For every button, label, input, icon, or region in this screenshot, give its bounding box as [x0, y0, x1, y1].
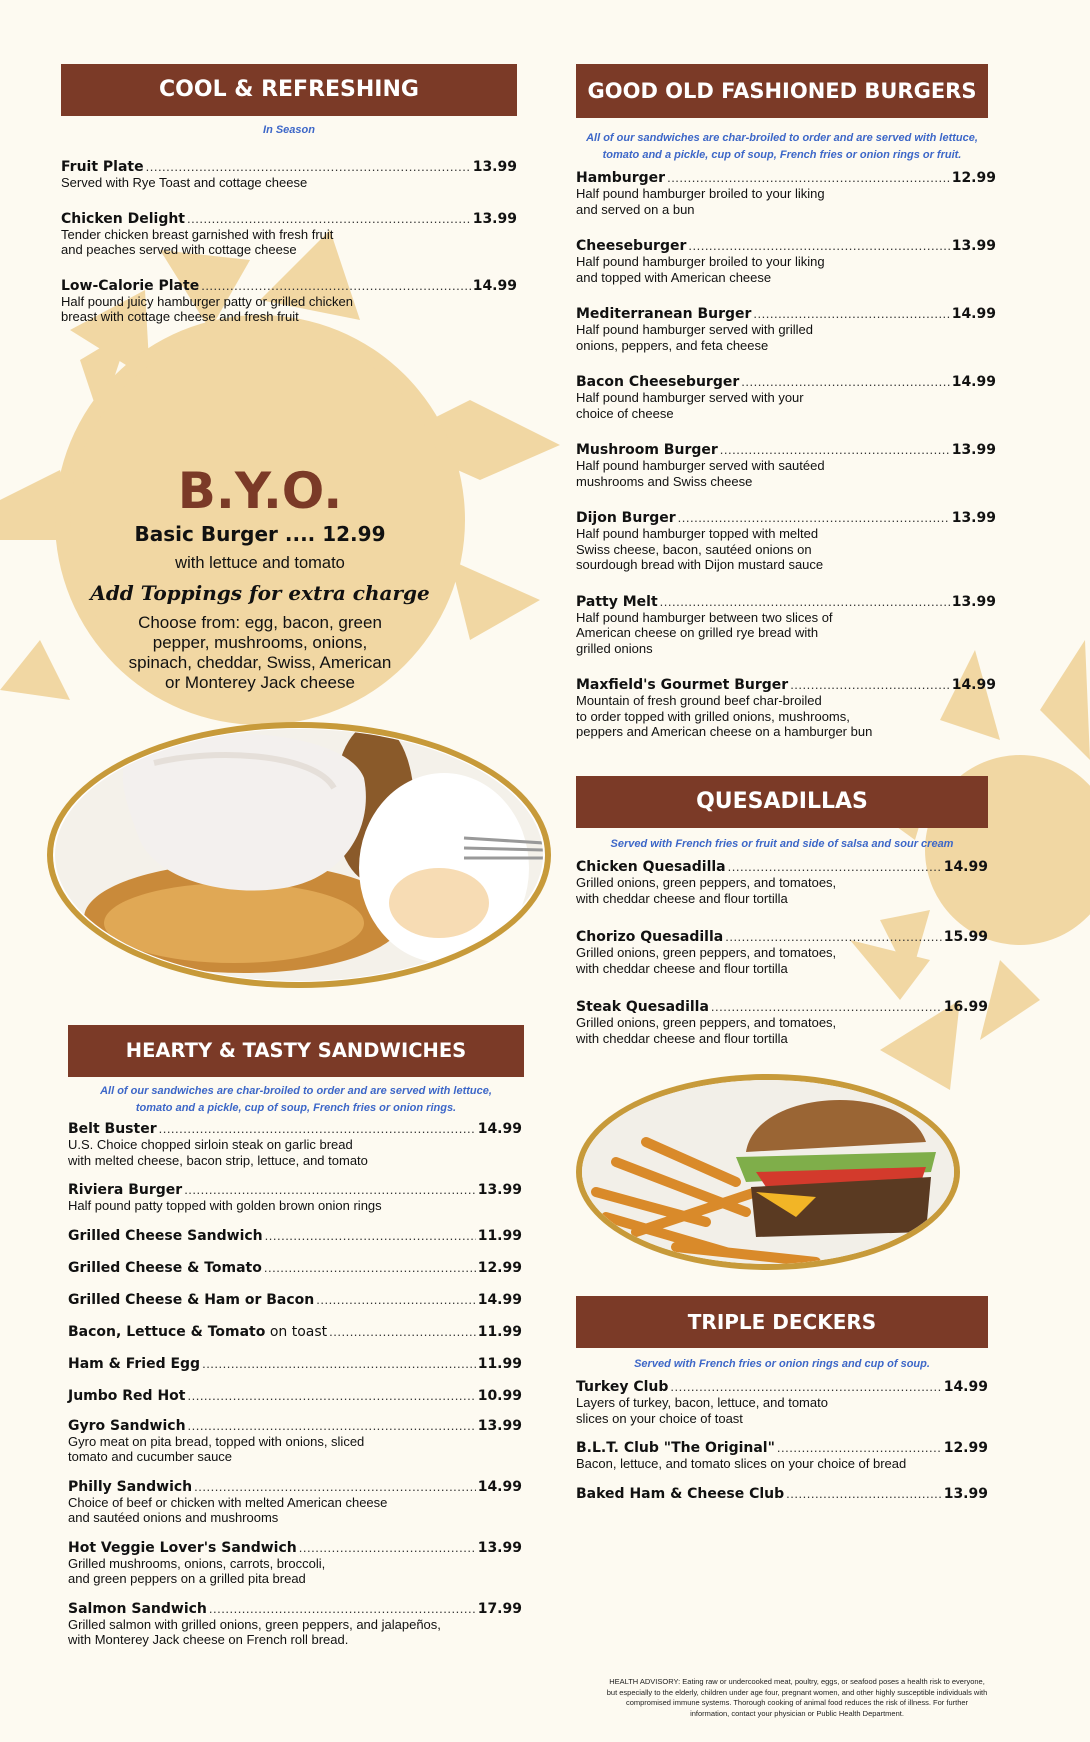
menu-item-line: [576, 677, 996, 693]
byo-choose-line: spinach, cheddar, Swiss, American: [128, 653, 392, 672]
menu-item-line: [68, 1418, 522, 1434]
dot-leader: [201, 278, 471, 293]
menu-item-price: 14.99: [477, 1121, 522, 1137]
menu-item-price: 13.99: [951, 510, 996, 526]
menu-item: [576, 1486, 988, 1502]
menu-item-description: with cheddar cheese and flour tortilla: [576, 1030, 788, 1046]
menu-item-name-text: Mediterranean Burger: [576, 306, 752, 322]
menu-item-description: Grilled mushrooms, onions, carrots, broccoli,: [68, 1555, 326, 1571]
menu-item-description: with cheddar cheese and flour tortilla: [576, 960, 788, 976]
menu-item-name-text: Turkey Club: [576, 1379, 669, 1395]
menu-item-description: sourdough bread with Dijon mustard sauce: [576, 557, 824, 572]
menu-item-description: and green peppers on a grilled pita bread: [68, 1571, 306, 1586]
menu-item-line: [68, 1356, 522, 1372]
menu-item-description: Half pound hamburger topped with melted: [576, 526, 819, 541]
menu-item-description: with cheddar cheese and flour tortilla: [576, 890, 788, 906]
menu-item-line: [68, 1479, 522, 1495]
menu-item-price: 14.99: [951, 677, 996, 693]
menu-item-name: [68, 1388, 185, 1404]
menu-item: [576, 374, 996, 421]
menu-item-name: [68, 1182, 182, 1198]
menu-item-description: Half pound hamburger broiled to your liking: [576, 254, 825, 269]
menu-item: [61, 159, 517, 191]
menu-item-name: [68, 1540, 297, 1556]
menu-item-name: [576, 306, 751, 322]
menu-item: [576, 510, 996, 573]
menu-item-name: [68, 1479, 192, 1495]
menu-item-name: [68, 1601, 207, 1617]
menu-item-description: Grilled onions, green peppers, and tomatoes,: [576, 875, 837, 890]
menu-item-name-text: Mushroom Burger: [576, 442, 718, 458]
menu-item-price: 14.99: [472, 277, 517, 294]
menu-item-name-text: Fruit Plate: [61, 159, 144, 175]
dot-leader: [146, 159, 471, 174]
burgers-items: [576, 170, 996, 740]
menu-item-price: 15.99: [943, 929, 988, 945]
health-advisory-line: HEALTH ADVISORY: Eating raw or undercooked meat, poultry, eggs, or seafood poses a health risk to everyone,: [609, 1677, 985, 1686]
menu-item-line: [68, 1260, 522, 1276]
menu-item-price: 11.99: [477, 1355, 522, 1372]
byo-with: with lettuce and tomato: [175, 554, 345, 572]
byo-add-toppings: Add Toppings for extra charge: [90, 581, 430, 605]
menu-item-name-text: Maxfield's Gourmet Burger: [576, 677, 789, 693]
dot-leader: [187, 1388, 475, 1403]
triple-deckers-section: [576, 1296, 988, 1502]
menu-item-name-text: Ham & Fried Egg: [68, 1355, 201, 1372]
triple-deckers-note: Served with French fries or onion rings and cup of soup.: [634, 1358, 930, 1370]
triple-deckers-banner: TRIPLE DECKERS: [576, 1296, 988, 1348]
menu-item-name-text: Grilled Cheese & Ham or Bacon: [68, 1291, 315, 1308]
menu-item: [68, 1121, 522, 1168]
quesadillas-items: [576, 859, 988, 1046]
dot-leader: [725, 929, 941, 944]
byo-basic-burger: Basic Burger .... 12.99: [134, 522, 386, 546]
menu-item-line: [68, 1324, 522, 1340]
menu-item-description: tomato and cucumber sauce: [68, 1449, 233, 1464]
menu-item-description: and served on a bun: [576, 201, 695, 217]
menu-item-name: [68, 1121, 157, 1137]
quesadillas-section: [576, 776, 988, 1046]
dot-leader: [159, 1121, 476, 1136]
menu-item-price: 12.99: [943, 1440, 988, 1456]
menu-item-name: [576, 929, 723, 945]
dot-leader: [741, 374, 949, 389]
menu-item-description: Swiss cheese, bacon, sautéed onions on: [576, 541, 812, 557]
byo-choose-toppings: [90, 613, 430, 693]
menu-item: [61, 278, 517, 325]
cool-banner: COOL & REFRESHING: [61, 64, 517, 116]
dot-leader: [265, 1228, 476, 1243]
menu-item-description: Grilled onions, green peppers, and tomatoes,: [576, 945, 837, 960]
dot-leader: [790, 677, 950, 692]
menu-item: [576, 1440, 988, 1472]
menu-item: [576, 170, 996, 217]
burgers-note: [576, 130, 988, 164]
country-fried-steak-photo: [44, 718, 554, 993]
menu-item-description: peppers and American cheese on a hamburger bun: [576, 724, 873, 739]
menu-item-price: 14.99: [943, 859, 988, 875]
menu-item: [576, 442, 996, 489]
menu-item-name-text: Jumbo Red Hot: [68, 1387, 186, 1404]
menu-item-line: [576, 1486, 988, 1502]
menu-item-price: 14.99: [951, 374, 996, 390]
menu-item-name-suffix: on toast: [265, 1323, 328, 1340]
menu-item-name: [61, 278, 199, 294]
menu-item-name-text: Belt Buster: [68, 1121, 157, 1137]
dot-leader: [688, 238, 949, 253]
menu-item-name-text: Chicken Quesadilla: [576, 859, 726, 875]
byo-choose-line: Choose from: egg, bacon, green: [138, 613, 382, 632]
menu-item-name-text: Gyro Sandwich: [68, 1417, 186, 1434]
menu-item-price: 13.99: [477, 1182, 522, 1198]
menu-item: [68, 1260, 522, 1276]
menu-item-description: onions, peppers, and feta cheese: [576, 337, 769, 353]
menu-item-line: [61, 278, 517, 294]
menu-item-price: 13.99: [943, 1485, 988, 1502]
menu-item-line: [576, 1379, 988, 1395]
dot-leader: [202, 1356, 476, 1371]
dot-leader: [188, 1418, 476, 1433]
quesadillas-banner: QUESADILLAS: [576, 776, 988, 828]
menu-item-price: 11.99: [477, 1227, 522, 1244]
menu-item-name-text: Low-Calorie Plate: [61, 277, 200, 294]
menu-item-line: [68, 1292, 522, 1308]
menu-item-description: Half pound patty topped with golden brown onion rings: [68, 1198, 382, 1213]
menu-item-name-text: Steak Quesadilla: [576, 999, 709, 1015]
menu-item-description: Layers of turkey, bacon, lettuce, and tomato: [576, 1395, 828, 1410]
menu-item-line: [68, 1388, 522, 1404]
menu-item-description: slices on your choice of toast: [576, 1410, 743, 1426]
menu-item-description: Half pound hamburger served with your: [576, 390, 804, 405]
dot-leader: [194, 1479, 476, 1494]
menu-item-price: 10.99: [477, 1387, 522, 1404]
menu-item-line: [68, 1228, 522, 1244]
menu-item: [68, 1418, 522, 1465]
dot-leader: [209, 1601, 476, 1616]
menu-item-name: [576, 442, 718, 458]
menu-item-description: Half pound hamburger between two slices of: [576, 609, 833, 625]
menu-item-price: 12.99: [951, 170, 996, 186]
menu-item: [68, 1182, 522, 1214]
dot-leader: [728, 859, 942, 874]
menu-item-name: [68, 1260, 262, 1276]
menu-item-name-text: Hamburger: [576, 170, 666, 186]
menu-item-price: 16.99: [943, 999, 988, 1015]
menu-item-description: with Monterey Jack cheese on French roll bread.: [68, 1632, 349, 1647]
menu-item-name: [576, 859, 726, 875]
menu-item: [68, 1292, 522, 1308]
menu-item-name: [68, 1228, 263, 1244]
burgers-banner: GOOD OLD FASHIONED BURGERS: [576, 64, 988, 118]
menu-item-name: [68, 1356, 200, 1372]
menu-item-description: and sautéed onions and mushrooms: [68, 1510, 279, 1525]
menu-item-price: 14.99: [477, 1291, 522, 1308]
menu-item-name-text: Patty Melt: [576, 593, 658, 610]
menu-item-line: [68, 1121, 522, 1137]
menu-item-name-text: Dijon Burger: [576, 510, 676, 526]
menu-item-price: 14.99: [951, 306, 996, 322]
byo-choose-line: or Monterey Jack cheese: [165, 673, 355, 692]
menu-item-name: [68, 1324, 327, 1340]
burger-and-fries-photo: [576, 1072, 960, 1272]
menu-item: [576, 859, 988, 906]
menu-item-price: 13.99: [472, 159, 517, 175]
byo-title: B.Y.O.: [177, 462, 343, 520]
sandwiches-items: [68, 1121, 524, 1648]
menu-item-name-text: Salmon Sandwich: [68, 1600, 207, 1617]
burgers-note-line: All of our sandwiches are char-broiled to order and are served with lettuce,: [586, 132, 978, 144]
menu-item-line: [576, 510, 996, 526]
menu-item-name: [576, 1486, 784, 1502]
menu-item-line: [576, 238, 996, 254]
menu-item-name-text: Chorizo Quesadilla: [576, 929, 724, 945]
menu-item-name-text: Hot Veggie Lover's Sandwich: [68, 1539, 297, 1556]
menu-item: [576, 306, 996, 353]
menu-item-description: Gyro meat on pita bread, topped with onions, sliced: [68, 1433, 365, 1449]
health-advisory-line: but especially to the elderly, children under age four, pregnant women, and other highly susceptible individuals with: [606, 1687, 988, 1697]
menu-item-name: [576, 510, 676, 526]
menu-item-name-text: Bacon Cheeseburger: [576, 374, 740, 390]
menu-item-name: [68, 1418, 186, 1434]
menu-item-name: [576, 1379, 668, 1395]
menu-item-line: [68, 1601, 522, 1617]
triple-deckers-items: [576, 1379, 988, 1502]
menu-item-description: Mountain of fresh ground beef char-broiled: [576, 693, 822, 708]
menu-item-name: [576, 677, 788, 693]
menu-item-line: [61, 159, 517, 175]
dot-leader: [670, 1379, 941, 1394]
menu-item-name: [576, 1440, 775, 1456]
menu-item-price: 11.99: [477, 1323, 522, 1340]
menu-item-name: [576, 374, 739, 390]
dot-leader: [786, 1486, 942, 1501]
menu-item: [68, 1324, 522, 1340]
menu-item-line: [576, 306, 996, 322]
sandwiches-section: [68, 1025, 524, 1648]
menu-item-description: Grilled onions, green peppers, and tomatoes,: [576, 1015, 837, 1030]
menu-item-name-text: Grilled Cheese & Tomato: [68, 1259, 262, 1276]
menu-item: [576, 594, 996, 657]
menu-item: [68, 1601, 522, 1648]
menu-item-price: 13.99: [477, 1417, 522, 1434]
menu-item: [576, 929, 988, 976]
burgers-section: [576, 64, 996, 740]
menu-item-line: [576, 859, 988, 875]
burgers-note-line: tomato and a pickle, cup of soup, French fries or onion rings or fruit.: [602, 149, 962, 161]
dot-leader: [299, 1540, 476, 1555]
dot-leader: [264, 1260, 476, 1275]
menu-item-description: with melted cheese, bacon strip, lettuce, and tomato: [68, 1152, 368, 1168]
menu-item-description: Half pound hamburger broiled to your liking: [576, 186, 825, 201]
menu-item-line: [61, 211, 517, 227]
menu-item-name: [576, 594, 658, 610]
menu-item-name-text: Bacon, Lettuce & Tomato: [68, 1323, 266, 1340]
menu-item-price: 13.99: [951, 442, 996, 458]
menu-item-description: Half pound hamburger served with grilled: [576, 322, 814, 337]
menu-item: [61, 211, 517, 258]
menu-item-name: [576, 238, 686, 254]
sandwiches-note-line: tomato and a pickle, cup of soup, French fries or onion rings.: [135, 1102, 457, 1114]
health-advisory-line: compromised immune systems. Thorough cooking of animal food reduces the risk of illness. For further: [625, 1698, 969, 1707]
menu-item-description: and topped with American cheese: [576, 269, 772, 285]
menu-item-description: grilled onions: [576, 640, 653, 656]
sandwiches-banner: HEARTY & TASTY SANDWICHES: [68, 1025, 524, 1077]
menu-item-name: [68, 1292, 314, 1308]
menu-item: [68, 1479, 522, 1526]
cool-items: [61, 159, 517, 325]
dot-leader: [329, 1324, 476, 1339]
menu-item-line: [576, 999, 988, 1015]
dot-leader: [660, 594, 950, 609]
menu-item-description: Half pound hamburger served with sautéed: [576, 458, 825, 473]
menu-item-price: 13.99: [951, 593, 996, 610]
menu-item-price: 13.99: [472, 210, 517, 227]
menu-item-price: 12.99: [477, 1259, 522, 1276]
menu-item-price: 13.99: [477, 1539, 522, 1556]
menu-item-description: Half pound juicy hamburger patty or grilled chicken: [61, 293, 353, 309]
menu-item-description: Grilled salmon with grilled onions, green peppers, and jalapeños,: [68, 1616, 441, 1632]
quesadillas-note: Served with French fries or fruit and side of salsa and sour cream: [610, 838, 954, 850]
menu-item-line: [576, 442, 996, 458]
menu-item-name-text: Chicken Delight: [61, 210, 186, 227]
menu-item-name-text: Cheeseburger: [576, 238, 687, 254]
menu-item-price: 13.99: [951, 238, 996, 254]
dot-leader: [184, 1182, 476, 1197]
menu-item-description: Bacon, lettuce, and tomato slices on your choice of bread: [576, 1456, 907, 1471]
byo-block: [90, 462, 430, 693]
menu-item-line: [576, 374, 996, 390]
menu-item-description: to order topped with grilled onions, mushrooms,: [576, 708, 850, 724]
sandwiches-note: [68, 1083, 524, 1117]
byo-choose-line: pepper, mushrooms, onions,: [152, 633, 368, 652]
dot-leader: [667, 170, 950, 185]
menu-item: [576, 238, 996, 285]
menu-item-price: 17.99: [477, 1600, 522, 1617]
menu-item-name-text: Riviera Burger: [68, 1182, 183, 1198]
menu-item-name: [61, 159, 144, 175]
menu-item: [576, 677, 996, 740]
menu-item-line: [68, 1540, 522, 1556]
menu-item-name-text: B.L.T. Club "The Original": [576, 1440, 775, 1456]
menu-item-description: mushrooms and Swiss cheese: [576, 473, 753, 489]
menu-item-name-text: Philly Sandwich: [68, 1478, 193, 1495]
menu-item-price: 14.99: [477, 1478, 522, 1495]
menu-item-description: American cheese on grilled rye bread with: [576, 625, 819, 640]
dot-leader: [678, 510, 950, 525]
menu-item-line: [576, 929, 988, 945]
menu-item: [68, 1388, 522, 1404]
menu-item: [576, 1379, 988, 1426]
menu-item-line: [576, 170, 996, 186]
menu-item: [68, 1540, 522, 1587]
menu-item: [68, 1356, 522, 1372]
health-advisory: [574, 1677, 1020, 1719]
menu-item: [576, 999, 988, 1046]
menu-item-description: choice of cheese: [576, 405, 674, 421]
health-advisory-line: information, contact your physician or Public Health Department.: [690, 1708, 904, 1718]
dot-leader: [777, 1440, 942, 1455]
dot-leader: [316, 1292, 475, 1307]
cool-note: In Season: [263, 124, 315, 136]
menu-item-name-text: Baked Ham & Cheese Club: [576, 1485, 785, 1502]
dot-leader: [720, 442, 950, 457]
menu-item-description: Choice of beef or chicken with melted American cheese: [68, 1494, 388, 1510]
sandwiches-note-line: All of our sandwiches are char-broiled to order and are served with lettuce,: [100, 1085, 492, 1097]
menu-item-description: breast with cottage cheese and fresh fruit: [61, 309, 299, 324]
dot-leader: [187, 211, 471, 226]
menu-item-description: and peaches served with cottage cheese: [61, 242, 297, 257]
menu-item-description: Served with Rye Toast and cottage cheese: [61, 175, 308, 190]
menu-item-description: U.S. Choice chopped sirloin steak on garlic bread: [68, 1137, 353, 1152]
menu-item-name: [576, 999, 709, 1015]
menu-item-line: [68, 1182, 522, 1198]
menu-item-name: [576, 170, 665, 186]
menu-item-name-text: Grilled Cheese Sandwich: [68, 1227, 263, 1244]
menu-item-line: [576, 594, 996, 610]
menu-item-name: [61, 211, 185, 227]
cool-section: [61, 64, 517, 325]
menu-item: [68, 1228, 522, 1244]
menu-item-price: 14.99: [943, 1379, 988, 1395]
dot-leader: [711, 999, 942, 1014]
menu-item-description: Tender chicken breast garnished with fresh fruit: [61, 226, 334, 242]
menu-item-line: [576, 1440, 988, 1456]
dot-leader: [753, 306, 949, 321]
